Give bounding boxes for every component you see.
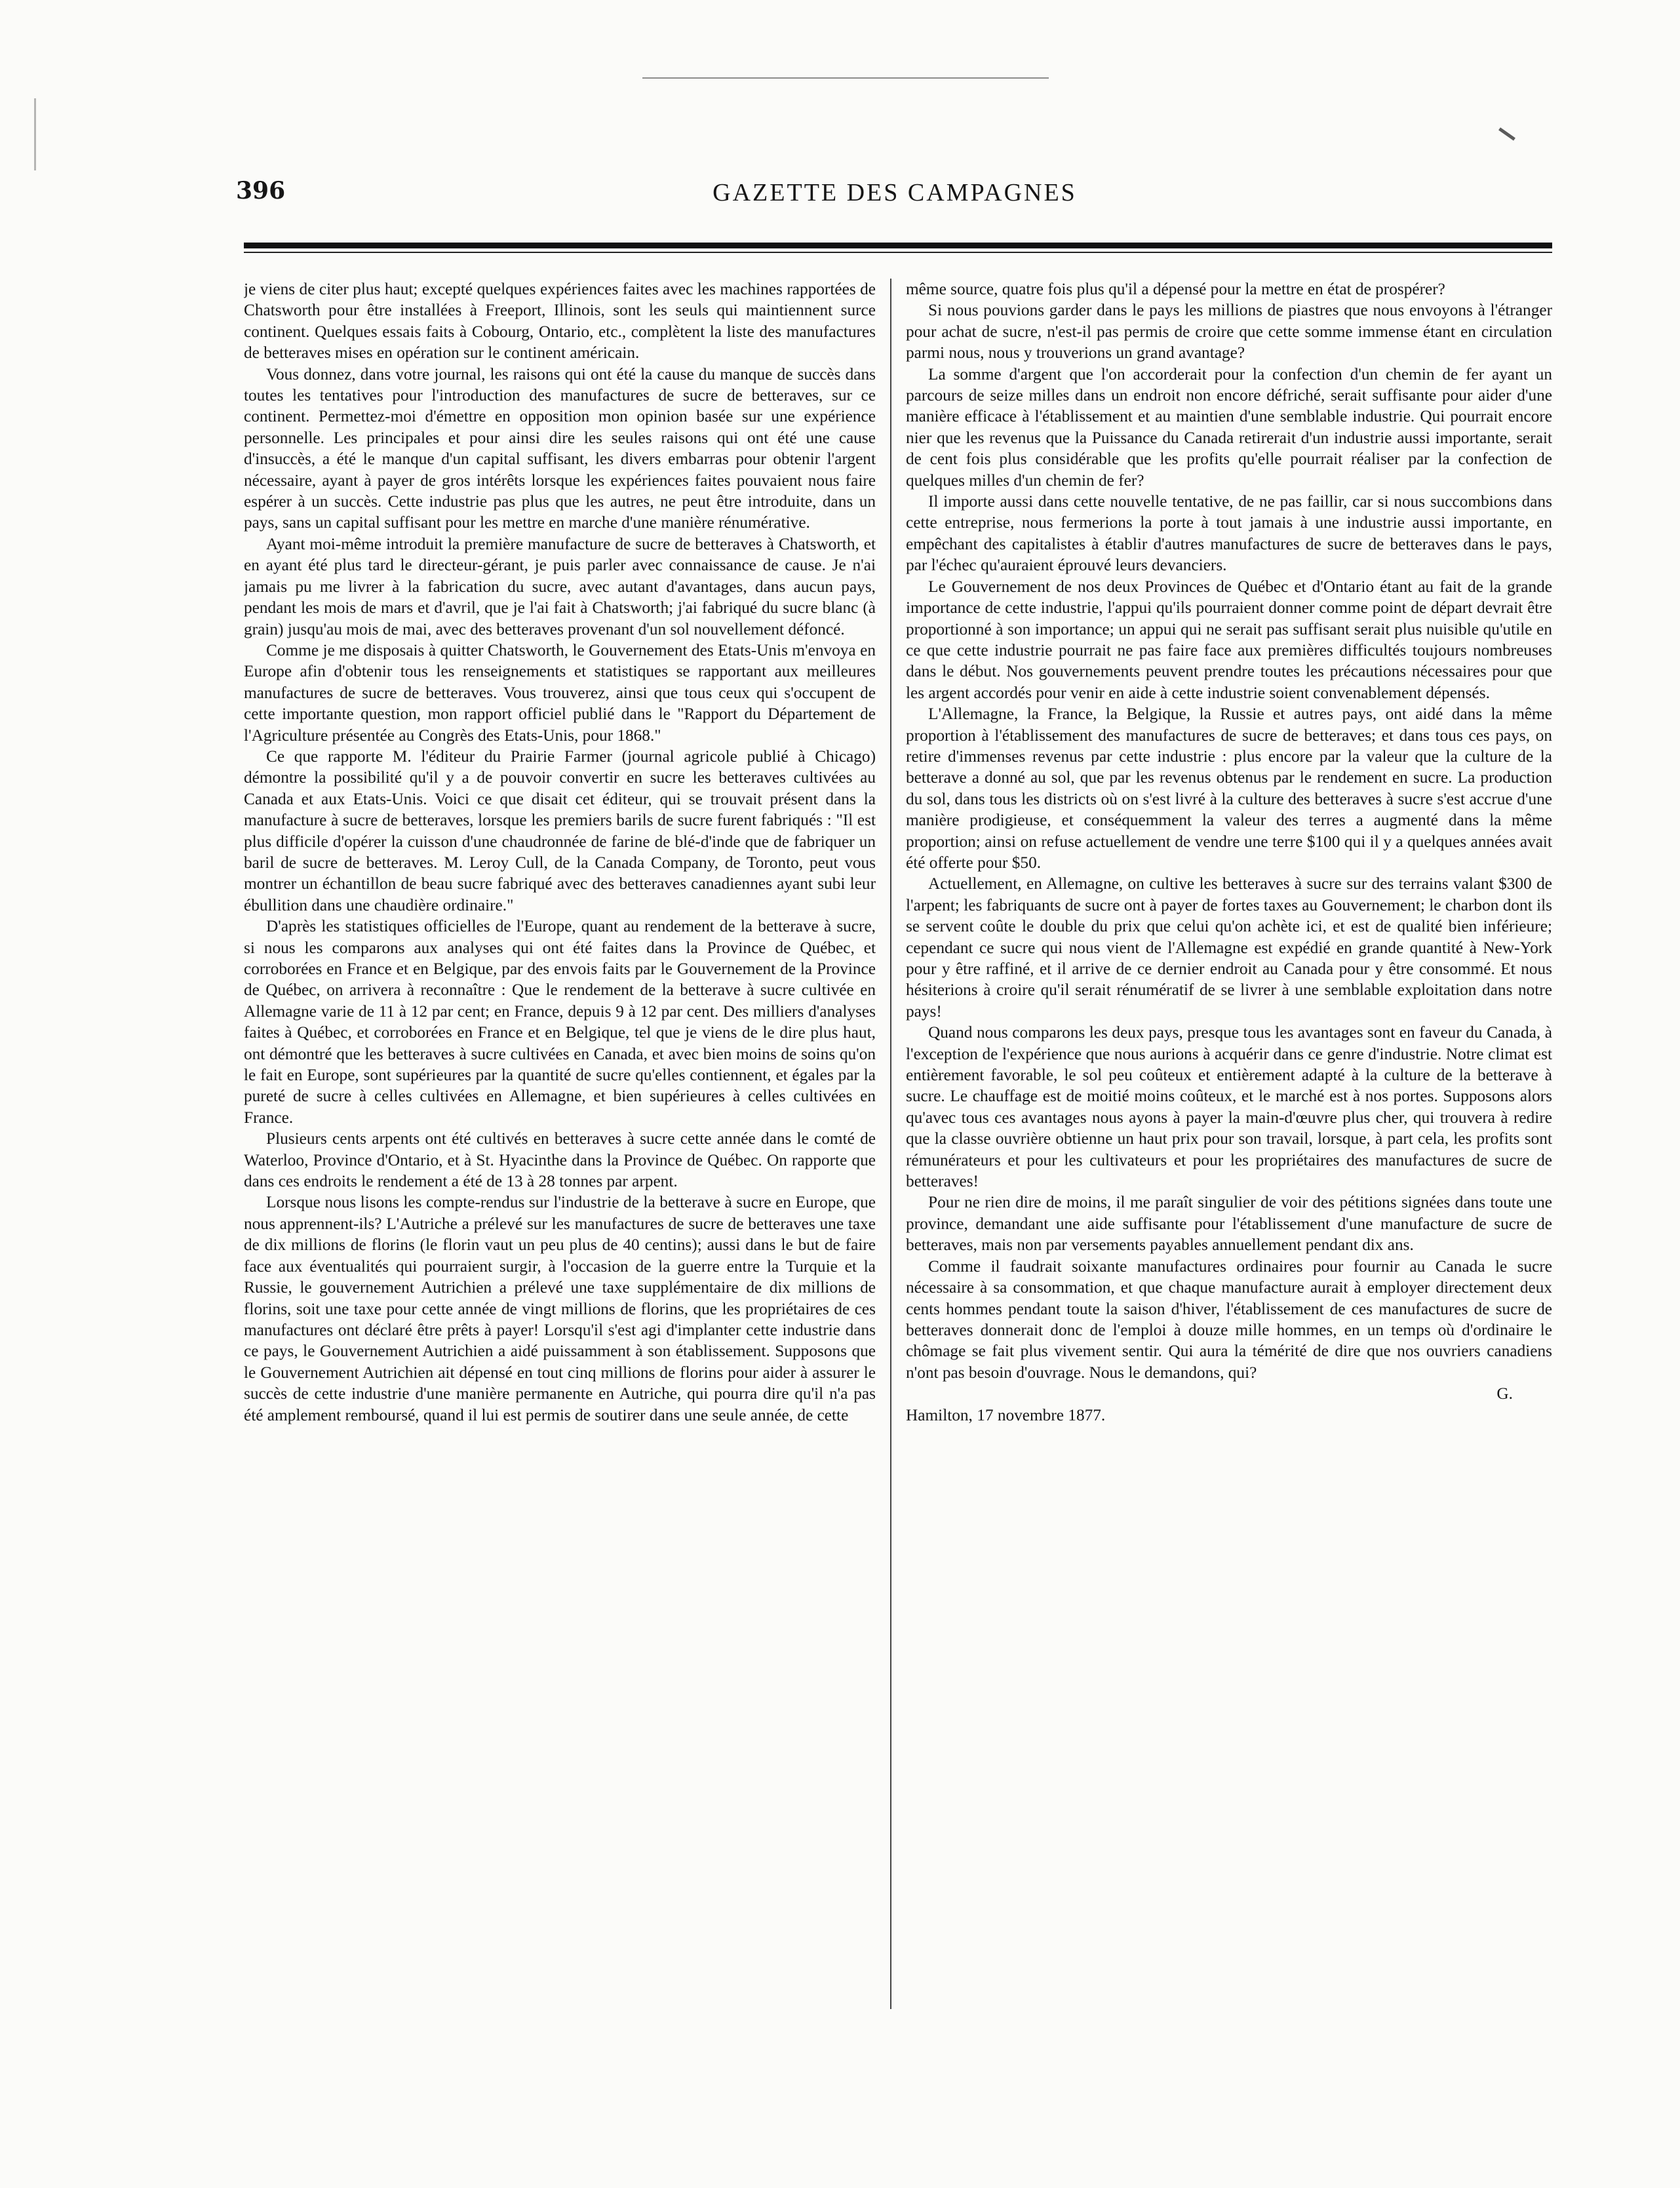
paragraph: D'après les statistiques officielles de l'Europe, quant au rendement de la betterave à sucre, si nous les comparons aux analyses qui ont été faites dans la Province de Québec, et corroborées en France et en Belgique, par des envois faits par le Gouvernement de la Province de Québec, on arrivera à reconnaître : Que le rendement de la betterave à sucre cultivée en Allemagne varie de 11 à 12 par cent; en France, depuis 9 à 12 par cent. Des milliers d'analyses faites à Québec, et corroborées en France et en Belgique, tel que je viens de le dire plus haut, ont démontré que les betteraves à sucre cultivées en Canada, et avec bien moins de soins qu'on le fait en Europe, sont supérieures par la quantité de sucre qu'elles contiennent, et égales par la pureté de sucre à celles cultivées en Allemagne, et bien supérieures à celles cultivées en France. (244, 917, 876, 1127)
scan-artifact-mark (1498, 127, 1515, 140)
paragraph: Pour ne rien dire de moins, il me paraît singulier de voir des pétitions signées dans toute une province, demandant une aide suffisante pour l'établissement d'une manufacture de sucre de betteraves, mais non par versements payables annuellement pendant dix ans. (906, 1193, 1552, 1255)
paragraph: je viens de citer plus haut; excepté quelques expériences faites avec les machines rapportées de Chatsworth pour être installées à Freeport, Illinois, sont les seuls qui maintiennent surce continent. Quelques essais faits à Cobourg, Ontario, etc., complètent la liste des manufactures de betteraves mises en opération sur le continent américain. (244, 280, 876, 362)
left-column (244, 279, 876, 2022)
paragraph: Ayant moi-même introduit la première manufacture de sucre de betteraves à Chatsworth, et en ayant été plus tard le directeur-gérant, je puis parler avec connaissance de cause. Je n'ai jamais pu me livrer à la fabrication du sucre, avec autant d'avantages, dans aucun pays, pendant les mois de mars et d'avril, que je l'ai fait à Chatsworth; j'ai fabriqué du sucre blanc (à grain) jusqu'au mois de mai, avec des betteraves provenant d'un sol nouvellement défoncé. (244, 534, 876, 638)
paragraph: Plusieurs cents arpents ont été cultivés en betteraves à sucre cette année dans le comté de Waterloo, Province d'Ontario, et à St. Hyacinthe dans la Province de Québec. On rapporte que dans ces endroits le rendement a été de 13 à 28 tonnes par arpent. (244, 1129, 876, 1191)
author-signature: G. (1496, 1384, 1513, 1403)
page-number: 396 (236, 177, 286, 205)
journal-title: GAZETTE DES CAMPAGNES (713, 179, 1077, 206)
paragraph: Actuellement, en Allemagne, on cultive les betteraves à sucre sur des terrains valant $300 de l'arpent; les fabriquants de sucre ont à payer de fortes taxes au Gouvernement; le charbon dont ils se servent coûte le double du prix que celui qu'on achète ici, et est de qualité bien inférieure; cependant ce sucre qui nous vient de l'Allemagne est expédié en grande quantité à New-York pour y être raffiné, et il arrive de ce dernier endroit au Canada pour y être consommé. Et nous hésiterions à croire qu'il serait rénumératif de se livrer à une semblable exploitation dans notre pays! (906, 874, 1552, 1021)
paragraph: La somme d'argent que l'on accorderait pour la confection d'un chemin de fer ayant un parcours de seize milles dans un endroit non encore défriché, serait suffisante pour aider d'une manière efficace à l'établissement et au maintien d'une semblable industrie. Qui pourrait encore nier que les revenus que la Puissance du Canada retirerait d'un industrie aussi importante, serait de cent fois plus considérable que les profits qu'elle pourrait réaliser par la confection de quelques milles d'un chemin de fer? (906, 364, 1552, 490)
right-column (906, 279, 1552, 2022)
page-header (236, 177, 1553, 216)
paragraph: Lorsque nous lisons les compte-rendus sur l'industrie de la betterave à sucre en Europe, que nous apprennent-ils? L'Autriche a prélevé sur les manufactures de sucre de betteraves une taxe de dix millions de florins (le florin vaut un peu plus de 40 centins); aussi dans le but de faire face aux éventualités qui pourraient surgir, à l'occasion de la guerre entre la Turquie et la Russie, le gouvernement Autrichien a prélevé une taxe supplémentaire de dix millions de florins, soit une taxe pour cette année de vingt millions de florins, que les propriétaires de ces manufactures ont déclaré être prêts à payer! Lorsqu'il s'est agi d'implanter cette industrie dans ce pays, le Gouvernement Autrichien a aidé puissamment à son établissement. Supposons que le Gouvernement Autrichien ait dépensé en tout cinq millions de florins pour aider à assurer le succès de cette industrie d'une manière permanente en Autriche, qui pourra dire qu'il n'a pas été amplement remboursé, quand il lui est permis de soutirer dans une seule année, de cette (244, 1193, 876, 1424)
scan-artifact-scratch (34, 98, 36, 170)
paragraph: L'Allemagne, la France, la Belgique, la Russie et autres pays, ont aidé dans la même proportion à l'établissement des manufactures de sucre de betteraves; et dans tous ces pays, on retire d'immenses revenus par cette industrie : plus encore par la valeur que la culture de la betterave a donné au sol, que par les revenus obtenus par le rendement en sucre. La production du sol, dans tous les districts où on s'est livré à la culture des betteraves à sucre s'est accrue d'une manière prodigieuse, et conséquemment la valeur des terres a augmenté dans la même proportion; ainsi on refuse actuellement de vendre une terre $100 qui il y a quelques années avait été offerte pour $50. (906, 705, 1552, 872)
paragraph: Si nous pouvions garder dans le pays les millions de piastres que nous envoyons à l'étranger pour achat de sucre, n'est-il pas permis de croire que cette somme immense étant en circulation parmi nous, nous y trouverions un grand avantage? (906, 301, 1552, 362)
header-rule-thin (244, 252, 1552, 253)
paragraph: Quand nous comparons les deux pays, presque tous les avantages sont en faveur du Canada, à l'exception de l'expérience que nous aurions à acquérir dans ce genre d'industrie. Notre climat est entièrement favorable, le sol peu coûteux et entièrement adapté à la culture de la betterave à sucre. Le chauffage est de moitié moins coûteux, et le marché est à nos portes. Supposons alors qu'avec tous ces avantages nous ayons à payer la main-d'œuvre plus cher, qui trouvera à redire que la classe ouvrière obtienne un haut prix pour son travail, lorsque, à part cela, les profits sont rémunérateurs et pour les cultivateurs et pour les propriétaires des manufactures de sucre de betteraves! (906, 1023, 1552, 1191)
paragraph: même source, quatre fois plus qu'il a dépensé pour la mettre en état de prospérer? (906, 280, 1445, 298)
header-rule-thick (244, 243, 1552, 248)
paragraph: Il importe aussi dans cette nouvelle tentative, de ne pas faillir, car si nous succombions dans cette entreprise, nous fermerions la porte à tout jamais à une industrie aussi importante, en empêchant des capitalistes à établir d'autres manufactures de sucre de betteraves dans le pays, par l'échec qu'auraient éprouvé leurs devanciers. (906, 492, 1552, 575)
paragraph: Ce que rapporte M. l'éditeur du Prairie Farmer (journal agricole publié à Chicago) démontre la possibilité qu'il y a de pouvoir convertir en sucre les betteraves cultivées au Canada et aux Etats-Unis. Voici ce que disait cet éditeur, qui se trouvait présent dans la manufacture à sucre de betteraves, lorsque les premiers barils de sucre furent fabriqués : "Il est plus difficile d'opérer la cuisson d'une chaudronnée de farine de blé-d'inde que de fabriquer un baril de sucre de betteraves. M. Leroy Cull, de la Canada Company, de Toronto, peut vous montrer un échantillon de beau sucre fabriqué avec des betteraves canadiennes ayant subi leur ébullition dans une chaudière ordinaire." (244, 747, 876, 914)
column-divider (890, 279, 891, 2009)
paragraph: Comme il faudrait soixante manufactures ordinaires pour fournir au Canada le sucre nécessaire à sa consommation, et que chaque manufacture aurait à employer directement deux cents hommes pendant toute la saison d'hiver, l'établissement de ces manufactures de sucre de betteraves donnerait donc de l'emploi à douze mille hommes, en un temps où d'ordinaire le chômage se fait plus vivement sentir. Qui aura la témérité de dire que nos ouvriers canadiens n'ont pas besoin d'ouvrage. Nous le demandons, qui? (906, 1257, 1552, 1382)
paragraph: Le Gouvernement de nos deux Provinces de Québec et d'Ontario étant au fait de la grande importance de cette industrie, l'appui qu'ils pourraient donner comme point de départ devrait être proportionné à son importance; un appui qui ne serait pas suffisant serait plus nuisible qu'utile en ce que cette industrie pourrait ne pas faire face aux premières difficultés toujours nombreuses dans le début. Nos gouvernements peuvent prendre toutes les précautions nécessaires pour que les argent accordés pour venir en aide à cette industrie soient convenablement dépensés. (906, 577, 1552, 702)
paragraph: Vous donnez, dans votre journal, les raisons qui ont été la cause du manque de succès dans toutes les tentatives pour l'introduction des manufactures de sucre de betteraves, sur ce continent. Permettez-moi d'émettre en opposition mon opinion basée sur une expérience personnelle. Les principales et pour ainsi dire les seules raisons qui ont été une cause d'insuccès, a été le manque d'un capital suffisant, les divers embarras pour obtenir l'argent nécessaire, ayant à payer de gros intérêts lorsque les expériences faites pouvaient nous faire espérer à un succès. Cette industrie pas plus que les autres, ne peut être introduite, dans un pays, sans un capital suffisant pour les mettre en marche d'une manière rénumérative. (244, 364, 876, 532)
scan-artifact-line (642, 77, 1049, 79)
paragraph: Comme je me disposais à quitter Chatsworth, le Gouvernement des Etats-Unis m'envoya en Europe afin d'obtenir tous les renseignements et statistiques se rapportant aux meilleures manufactures de sucre de betteraves. Vous trouverez, ainsi que tous ceux qui s'occupent de cette importante question, mon rapport officiel publié dans le "Rapport du Département de l'Agriculture présentée au Congrès des Etats-Unis, pour 1868." (244, 640, 876, 745)
dateline: Hamilton, 17 novembre 1877. (906, 1405, 1106, 1424)
